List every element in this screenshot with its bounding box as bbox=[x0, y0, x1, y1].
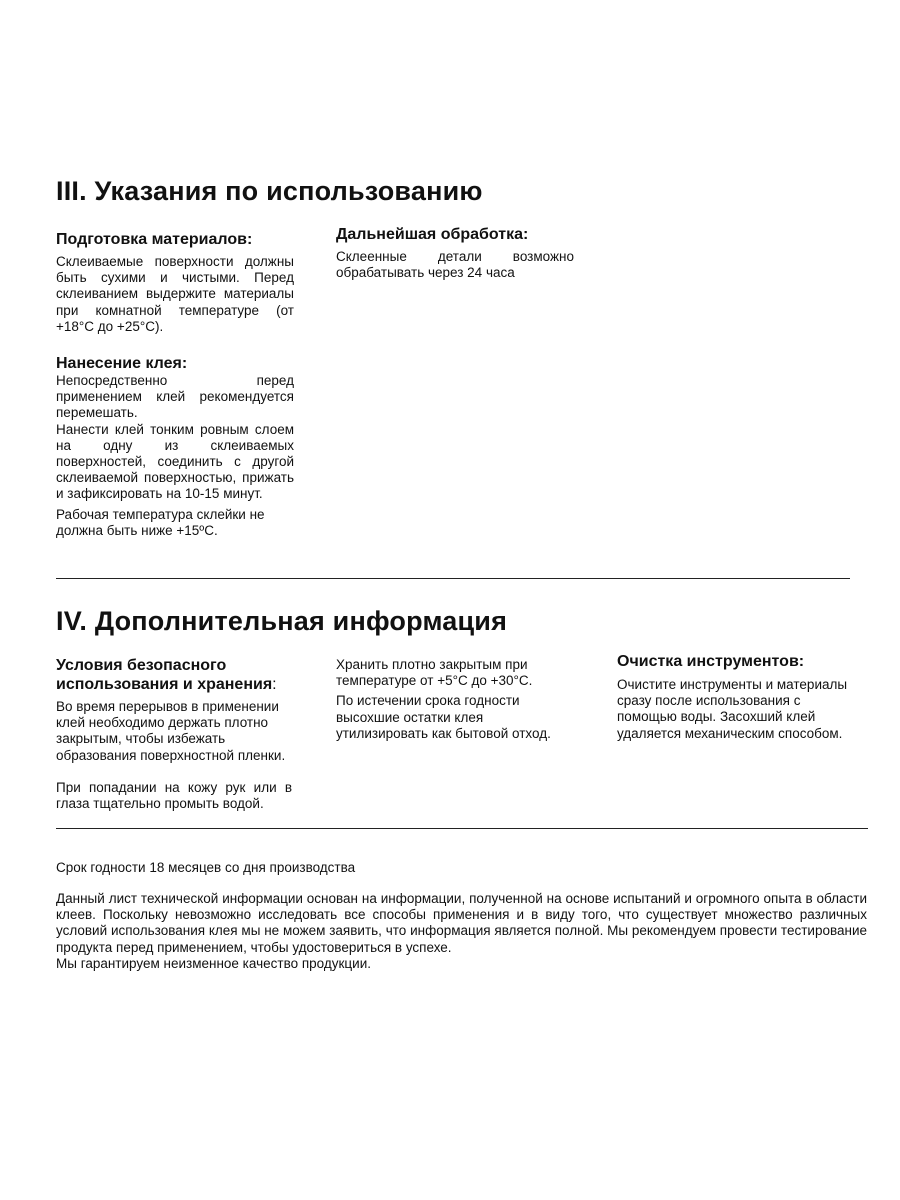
further-heading: Дальнейшая обработка: bbox=[336, 226, 529, 243]
cleaning-text: Очистите инструменты и материалы сразу после использования с помощью воды. Засохший клей удаляется механическим способом. bbox=[617, 677, 848, 741]
cleaning-block bbox=[617, 652, 849, 742]
guarantee-text: Мы гарантируем неизменное качество продукции. bbox=[56, 955, 371, 971]
further-text: Склеенные детали возможно обрабатывать через 24 часа bbox=[336, 249, 574, 281]
safety-heading-text: Условия безопасного использования и хранения bbox=[56, 657, 273, 693]
storage-block bbox=[336, 657, 568, 742]
footer-divider bbox=[56, 828, 868, 829]
apply-heading: Нанесение клея: bbox=[56, 355, 188, 372]
safety-block bbox=[56, 656, 292, 812]
prep-heading: Подготовка материалов: bbox=[56, 231, 253, 248]
apply-text-2: Нанести клей тонким ровным слоем на одну из склеиваемых поверхностей, соединить с другой склеиваемой поверхностью, прижать и зафиксировать на 10-15 минут. bbox=[56, 421, 294, 502]
prep-text: Склеиваемые поверхности должны быть сухими и чистыми. Перед склеиванием выдержите материалы при комнатной температуре (от +18°С до +25°С). bbox=[56, 254, 294, 334]
further-block bbox=[336, 225, 574, 281]
section-divider bbox=[56, 578, 850, 579]
apply-block bbox=[56, 354, 294, 539]
cleaning-heading: Очистка инструментов: bbox=[617, 653, 805, 670]
safety-text-1: Во время перерывов в применении клей необходимо держать плотно закрытым, чтобы избежать образования поверхностной пленки. bbox=[56, 699, 286, 763]
shelf-life: Срок годности 18 месяцев со дня производства bbox=[56, 860, 356, 875]
disclaimer-text: Данный лист технической информации основан на информации, полученной на основе испытаний и огромного опыта в области клеев. Поскольку невозможно исследовать все способы применения и в виду того, что существует множество различных условий использования клея мы не можем заявить, что информация является полной. Мы рекомендуем провести тестирование продукта перед применением, чтобы удостовериться в успехе. bbox=[56, 891, 867, 955]
section3-title: III. Указания по использованию bbox=[56, 176, 483, 206]
safety-heading-colon: : bbox=[272, 676, 277, 693]
section4-title: IV. Дополнительная информация bbox=[56, 606, 508, 636]
storage-text-2: По истечении срока годности высохшие остатки клея утилизировать как бытовой отход. bbox=[336, 693, 551, 741]
apply-text-1: Непосредственно перед применением клей рекомендуется перемешать. bbox=[56, 373, 294, 421]
safety-text-2: При попадании на кожу рук или в глаза тщательно промыть водой. bbox=[56, 779, 292, 812]
apply-text-3: Рабочая температура склейки не должна быть ниже +15ºС. bbox=[56, 506, 265, 538]
storage-text-1: Хранить плотно закрытым при температуре от +5°С до +30°С. bbox=[336, 657, 533, 689]
disclaimer-block bbox=[56, 891, 867, 972]
prep-block bbox=[56, 230, 294, 335]
safety-heading bbox=[56, 656, 292, 694]
